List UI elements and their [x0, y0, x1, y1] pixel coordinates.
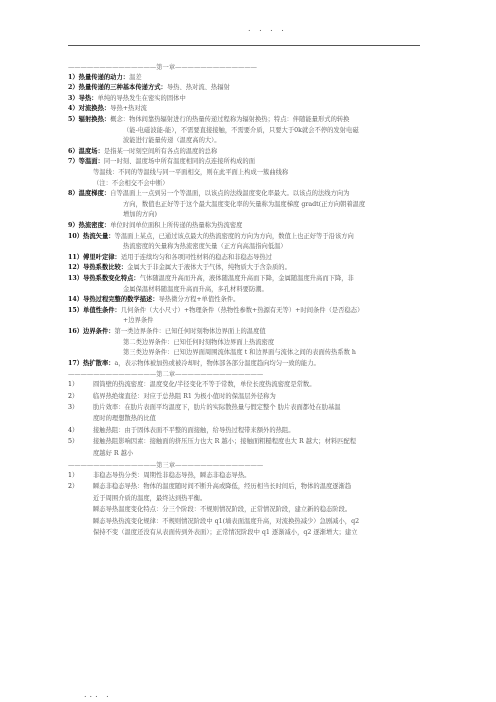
ch1-line	[68, 232, 438, 241]
ch2-line	[68, 449, 438, 458]
item-number: 2）	[68, 392, 79, 400]
item-heading: 8）温度梯度：	[68, 190, 111, 198]
item-text: 第三类边界条件：已知边界面周围流体温度 t 和边界面与流体之间的表面传热系数 h	[123, 349, 356, 357]
item-text: 热流密度的矢量称为热流密度矢量（正方向高温指向低温）	[123, 243, 287, 251]
item-text: 导热微分方程+单值性条件。	[158, 296, 240, 304]
item-text: 第一类边界条件：已知任何时刻物体边界面上的温度值	[114, 327, 266, 335]
ch3-line	[68, 505, 438, 514]
item-text: 接触热阻影响因素：接触面的挤压压力也大 R 越小；接触面粗糙程度也大 R 越大；材料匹配程	[93, 438, 357, 446]
item-heading: 15）单值性条件：	[68, 306, 121, 314]
item-text: 气体随温度升高而升高，液体随温度升高而下降，金属随温度升高而下降，非	[139, 274, 354, 282]
item-heading: 12）导热系数比较：	[68, 264, 128, 272]
item-heading: 17）热扩散率：	[68, 359, 115, 367]
ch1-line	[68, 306, 438, 315]
ch3-line	[68, 517, 438, 526]
item-heading: 2）热量传递的三种基本传递方式：	[68, 84, 167, 92]
item-text: 适用于连续均匀和各项同性材料的稳态和非稳态导热过	[120, 253, 272, 261]
item-number: 1）	[68, 471, 79, 479]
item-text: 瞬态导热热流变化规律：不规则情况阶段中 q1(墙表面温度升高，对流换热减少）急剧减小，q2	[93, 517, 360, 525]
item-text: 概念：物体间靠热辐射进行的热量传递过程称为辐射换热；特点：伴随能量形式的转换	[110, 115, 350, 123]
chapter-separator: ——————————————第二章——————————————	[68, 371, 264, 379]
ch1-line	[123, 126, 438, 135]
ch1-line	[123, 338, 438, 347]
ch2-line	[68, 414, 438, 423]
item-text: 瞬态非稳态导热：物体的温度随时间不断升高或降低，经历相当长时间后，物体的温度逐渐趋	[93, 483, 352, 491]
item-text: 肋片效率：在肋片表面平均温度下，肋片的实际散热量与假定整个 肋片表面都处在肋基温	[93, 403, 341, 411]
ch1-line	[68, 327, 438, 336]
item-text: 温差	[129, 73, 142, 81]
item-text: 是指某一时刻空间所有各点的温度的总称	[103, 147, 218, 155]
ch1-line	[123, 316, 438, 325]
item-text: a，表示物体被加热或被冷却时，物体部各部分温度趋向均匀一致的能力。	[114, 359, 320, 367]
item-text: 瞬态导热温度变化特点：分三个阶段：不规则情况阶段，正常情况阶段，建立新的稳态阶段。	[93, 506, 352, 514]
ch1-line	[123, 210, 438, 219]
ch1-line	[68, 263, 438, 272]
header-dots: . . . .	[248, 24, 287, 33]
item-text: 增加的方向)	[123, 211, 157, 219]
ch3-line	[68, 471, 438, 480]
item-text: 几何条件（大小尺寸）+物理条件（热物性参数+热源有无等）+时间条件（是否稳态）	[120, 306, 364, 314]
ch2-line	[68, 380, 438, 389]
item-heading: 1）热量传递的动力：	[68, 73, 130, 81]
item-heading: 13）导热系数变化特点：	[68, 274, 140, 282]
item-text: 方向，数值也正好等于这个最大温度变化率的矢量称为温度梯度 gradt(正方向朝着温度	[123, 200, 366, 208]
ch2-line	[68, 437, 438, 446]
item-number: 2）	[68, 483, 79, 491]
item-text: 导热+热对流	[110, 105, 147, 113]
ch1-line	[93, 168, 438, 177]
ch1-line	[123, 136, 438, 145]
item-heading: 16）边界条件：	[68, 327, 115, 335]
item-number: 4）	[68, 426, 79, 434]
ch1-line	[68, 359, 438, 368]
ch1-line	[68, 115, 438, 124]
item-text: 等温面上某点，已通过该点最大的热流密度的方向为方向，数值上也正好等于沿该方向	[114, 232, 354, 240]
item-text: 同一时刻、温度场中所有温度相同的点连接所构成的面	[103, 158, 255, 166]
ch1-line	[123, 285, 438, 294]
chapter-separator: ——————————————第一章—————————————	[68, 64, 257, 71]
ch1-line	[93, 179, 438, 188]
ch1-line	[123, 200, 438, 209]
header-rule	[68, 45, 420, 46]
item-number: 3）	[68, 403, 79, 411]
item-text: （能-电磁波能-能），不需要直接接触，不需要介质，只要大于0k就会不停的发射电磁	[123, 126, 359, 134]
ch1-line	[68, 94, 438, 103]
ch1-line	[68, 189, 438, 198]
item-text: 金属保温材料随温度升高而升高，多孔材料要防潮。	[123, 285, 268, 293]
ch3-line	[68, 494, 438, 503]
footer-dots: ... .	[84, 690, 112, 699]
ch2-line	[68, 426, 438, 435]
item-text: 度越好 R 越小	[93, 449, 134, 457]
ch1-line	[68, 83, 438, 92]
chapter-separator: ——————————————第三章——————————————	[68, 461, 264, 469]
item-heading: 5）辐射换热：	[68, 115, 111, 123]
item-text: +边界条件	[123, 317, 154, 325]
ch1-line	[68, 104, 438, 113]
item-heading: 11）傅里叶定律：	[68, 253, 121, 261]
item-number: 5）	[68, 438, 79, 446]
item-text: 第二类边界条件：已知任何时刻物体边界面上热流密度	[123, 338, 275, 346]
item-text: 等温线：不同的等温线与同一平面相交，则在此平面上构成一簇曲线称	[93, 168, 289, 176]
item-heading: 3）导热：	[68, 94, 98, 102]
item-heading: 14）导热过程完整的数学描述：	[68, 296, 159, 304]
item-text: 接触热阻：由于固体表面不平整的面接触，给导热过程带来额外的热阻。	[93, 426, 295, 434]
item-text: 金属大于非金属大于液体大于气体，纯物质大于含杂质的。	[127, 264, 291, 272]
item-heading: 9）热流密度：	[68, 221, 111, 229]
item-heading: 10）热流矢量：	[68, 232, 115, 240]
ch1-line	[68, 274, 438, 283]
ch1-line	[68, 147, 438, 156]
item-text: 临界热绝缘直径：对应于总热阻 R1 为极小值时的保温层外径称为	[93, 392, 276, 400]
ch1-line	[68, 221, 438, 230]
item-heading: 4）对流换热：	[68, 105, 111, 113]
item-text: （注：不会相交不会中断）	[93, 179, 169, 187]
ch1-line	[68, 73, 438, 82]
ch1-line	[123, 242, 438, 251]
item-text: 导热、热对流、热辐射	[166, 84, 230, 92]
ch3-line	[68, 482, 438, 491]
item-text: 单位时间单位面积上所传递的热量称为热流密度	[110, 221, 243, 229]
item-text: 非稳态导热分类：周期性非稳态导热，瞬态非稳态导热。	[93, 471, 251, 479]
ch2-line	[68, 403, 438, 412]
ch2-line	[68, 392, 438, 401]
item-heading: 6）温度场：	[68, 147, 104, 155]
ch3-line	[68, 528, 438, 537]
item-text: 圆筒壁的热流密度：温度变化/半径变化不等于常数，单位长度热流密度是常数。	[93, 381, 316, 389]
item-text: 单纯的导热发生在密实的固体中	[97, 94, 186, 102]
ch1-line	[68, 157, 438, 166]
item-heading: 7）等温面：	[68, 158, 104, 166]
ch1-line	[68, 295, 438, 304]
ch1-line	[123, 348, 438, 357]
ch1-line	[68, 253, 438, 262]
item-text: 保持不变（温度还没有从表面传到外表面）；正常情况阶段中 q1 逐渐减小，q2 逐渐增大；建立	[93, 528, 358, 536]
item-text: 度时的理想散热的比值	[93, 415, 156, 423]
item-text: 波能进行能量传递（温度高的大）。	[123, 137, 221, 145]
item-number: 1）	[68, 381, 79, 389]
item-text: 自等温面上一点到另一个等温面，以该点的法线温度变化率最大。以该点的法线方向为	[110, 190, 350, 198]
item-text: 近于周围介质的温度，最终达到热平衡。	[93, 494, 207, 502]
